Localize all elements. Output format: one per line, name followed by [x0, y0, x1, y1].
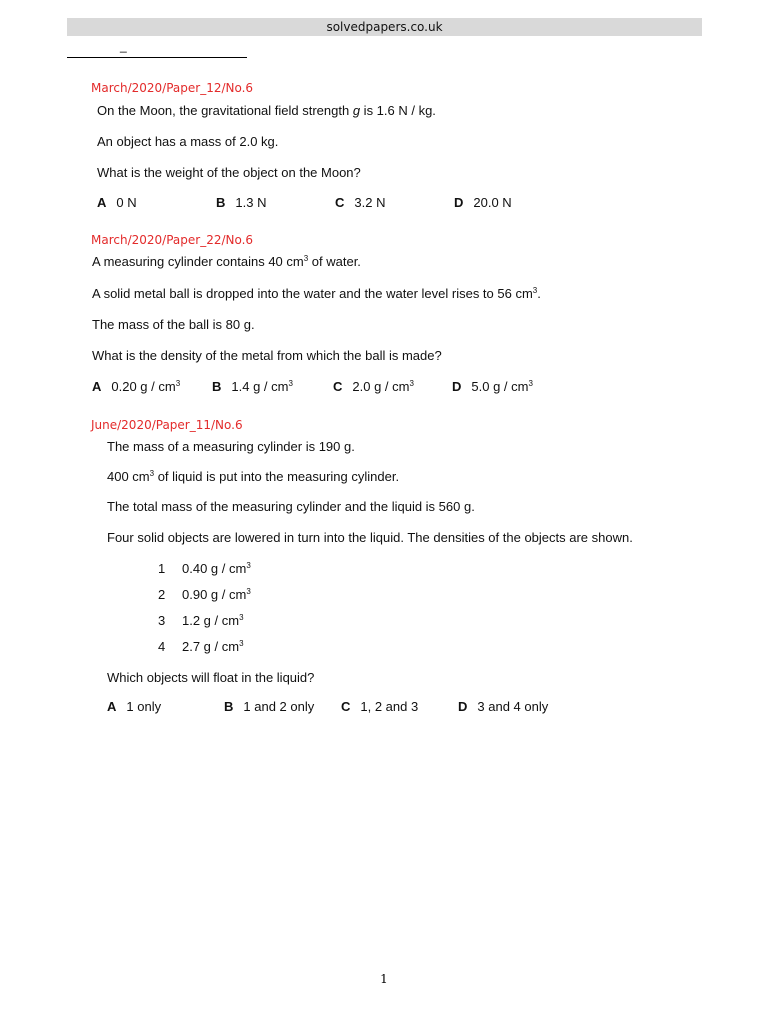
option-letter: D — [458, 699, 468, 714]
question-2-line-1 — [92, 254, 361, 269]
superscript: 3 — [239, 613, 244, 622]
q3-option-d — [458, 699, 548, 714]
option-text: 1.3 N — [235, 195, 267, 210]
q1-option-d — [454, 195, 512, 210]
option-letter: A — [92, 379, 102, 394]
question-1-reference: March/2020/Paper_12/No.6 — [91, 81, 254, 95]
q2-option-c — [333, 379, 414, 394]
option-text: 1.4 g / cm — [231, 379, 289, 394]
superscript: 3 — [149, 469, 155, 478]
q3-option-a — [107, 699, 161, 714]
density-item-1 — [158, 561, 251, 576]
q2-line2-text: A solid metal ball is dropped into the water and the water level rises to 56 cm — [92, 286, 533, 301]
q1-line1-text-end: is 1.6 N / kg. — [360, 103, 436, 118]
q1-option-a — [97, 195, 137, 210]
option-text: 0 N — [116, 195, 137, 210]
question-1-line-3: What is the weight of the object on the Moon? — [97, 165, 361, 180]
q2-option-d — [452, 379, 533, 394]
q1-line1-text: On the Moon, the gravitational field strength — [97, 103, 353, 118]
page-number: 1 — [380, 972, 388, 986]
option-letter: C — [333, 379, 343, 394]
item-number: 2 — [158, 587, 166, 602]
q2-line2-text-end: . — [537, 286, 541, 301]
question-1-line-2: An object has a mass of 2.0 kg. — [97, 134, 279, 149]
option-letter: A — [107, 699, 117, 714]
superscript: 3 — [246, 587, 251, 596]
option-text: 1 and 2 only — [243, 699, 315, 714]
question-2-line-3: The mass of the ball is 80 g. — [92, 317, 255, 332]
q3-option-b — [224, 699, 314, 714]
q2-option-b — [212, 379, 293, 394]
header-rule — [67, 57, 247, 58]
superscript: 3 — [175, 379, 181, 388]
q3-line2-text: 400 cm — [107, 469, 150, 484]
site-name: solvedpapers.co.uk — [326, 20, 443, 34]
option-text: 3.2 N — [354, 195, 386, 210]
q2-option-a — [92, 379, 180, 394]
option-letter: A — [97, 195, 107, 210]
item-text: 0.90 g / cm — [182, 587, 247, 602]
option-text: 2.0 g / cm — [352, 379, 410, 394]
superscript: 3 — [239, 639, 244, 648]
option-letter: B — [212, 379, 222, 394]
q1-option-b — [216, 195, 266, 210]
question-2-line-2 — [92, 286, 541, 301]
question-3-line-1: The mass of a measuring cylinder is 190 g. — [107, 439, 355, 454]
superscript: 3 — [303, 254, 309, 263]
question-2-line-4: What is the density of the metal from which the ball is made? — [92, 348, 442, 363]
question-3-line-3: The total mass of the measuring cylinder and the liquid is 560 g. — [107, 499, 475, 514]
question-3-line-2 — [107, 469, 399, 484]
q3-line2-text-end: of liquid is put into the measuring cylinder. — [154, 469, 400, 484]
option-letter: C — [341, 699, 351, 714]
q2-line1-text: A measuring cylinder contains 40 cm — [92, 254, 304, 269]
item-text: 1.2 g / cm — [182, 613, 240, 628]
density-item-3 — [158, 613, 244, 628]
superscript: 3 — [246, 561, 251, 570]
item-text: 2.7 g / cm — [182, 639, 240, 654]
item-number: 1 — [158, 561, 166, 576]
superscript: 3 — [528, 379, 533, 388]
option-text: 5.0 g / cm — [471, 379, 529, 394]
option-text: 0.20 g / cm — [111, 379, 176, 394]
option-letter: B — [224, 699, 234, 714]
item-text: 0.40 g / cm — [182, 561, 247, 576]
superscript: 3 — [409, 379, 414, 388]
g-symbol: g — [352, 103, 361, 118]
question-3-reference: June/2020/Paper_11/No.6 — [91, 418, 243, 432]
option-text: 1, 2 and 3 — [360, 699, 419, 714]
option-letter: D — [454, 195, 464, 210]
option-text: 3 and 4 only — [477, 699, 549, 714]
option-text: 1 only — [126, 699, 162, 714]
item-number: 3 — [158, 613, 166, 628]
option-letter: C — [335, 195, 345, 210]
question-2-reference: March/2020/Paper_22/No.6 — [91, 233, 254, 247]
option-letter: B — [216, 195, 226, 210]
question-3-line-4: Four solid objects are lowered in turn into the liquid. The densities of the objects are shown. — [107, 530, 633, 545]
question-1-line-1 — [97, 103, 436, 118]
option-text: 20.0 N — [473, 195, 512, 210]
item-number: 4 — [158, 639, 166, 654]
density-item-2 — [158, 587, 251, 602]
q2-line1-text-end: of water. — [308, 254, 361, 269]
superscript: 3 — [288, 379, 293, 388]
option-letter: D — [452, 379, 462, 394]
density-item-4 — [158, 639, 244, 654]
question-3-line-5: Which objects will float in the liquid? — [107, 670, 315, 685]
superscript: 3 — [532, 286, 538, 295]
q1-option-c — [335, 195, 385, 210]
q3-option-c — [341, 699, 418, 714]
header-dash: _ — [120, 39, 127, 53]
site-header — [67, 18, 702, 36]
